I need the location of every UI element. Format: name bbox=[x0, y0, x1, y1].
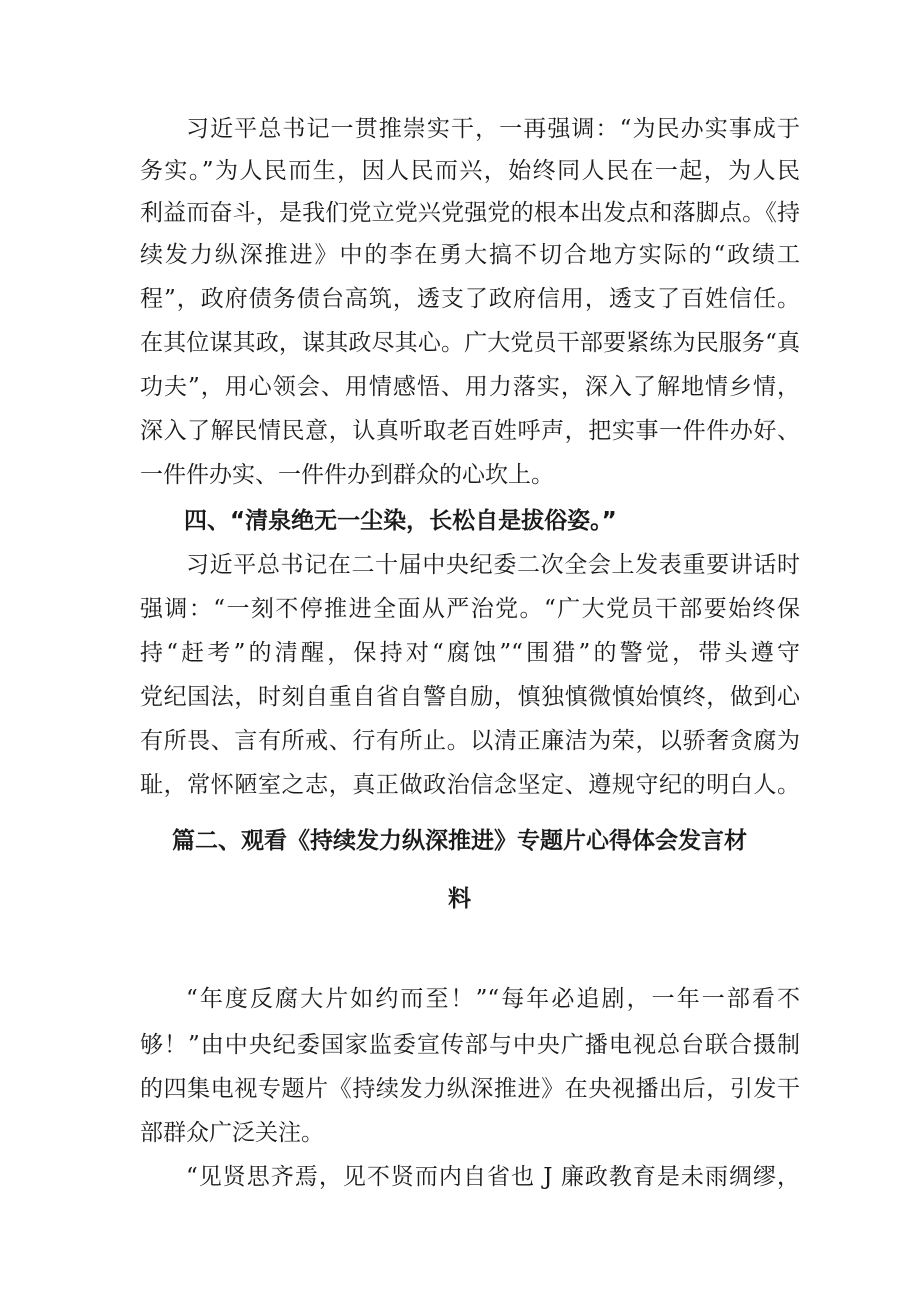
paragraph-line: 耻，常怀陋室之志，真正做政治信念坚定、遵规守纪的明白人。 bbox=[140, 772, 800, 798]
paragraph-line: 一件件办实、一件件办到群众的心坎上。 bbox=[140, 462, 554, 488]
paragraph-line: 持“赶考”的清醒，保持对“腐蚀”“围猎”的警觉，带头遵守 bbox=[140, 640, 800, 666]
paragraph-line: 有所畏、言有所戒、行有所止。以清正廉洁为荣，以骄奢贪腐为 bbox=[140, 728, 800, 754]
paragraph-line: 强调：“一刻不停推进全面从严治党。“广大党员干部要始终保 bbox=[140, 596, 800, 622]
paragraph-line: 深入了解民情民意，认真听取老百姓呼声，把实事一件件办好、 bbox=[140, 418, 800, 444]
paragraph-line: “见贤思齐焉，见不贤而内自省也 J 廉政教育是未雨绸缪， bbox=[186, 1164, 800, 1190]
article-title-continued: 料 bbox=[448, 886, 471, 912]
paragraph-line: 续发力纵深推进》中的李在勇大搞不切合地方实际的“政绩工 bbox=[140, 242, 800, 268]
paragraph-line: 务实。”为人民而生，因人民而兴，始终同人民在一起，为人民 bbox=[140, 158, 800, 184]
paragraph-line: 习近平总书记在二十届中央纪委二次全会上发表重要讲话时 bbox=[186, 552, 800, 578]
paragraph-line: 部群众广泛关注。 bbox=[140, 1120, 324, 1146]
paragraph-line: 党纪国法，时刻自重自省自警自励，慎独慎微慎始慎终，做到心 bbox=[140, 684, 800, 710]
article-title: 篇二、观看《持续发力纵深推进》专题片心得体会发言材 bbox=[172, 828, 747, 854]
paragraph-line: 利益而奋斗，是我们党立党兴党强党的根本出发点和落脚点。《持 bbox=[140, 200, 800, 226]
paragraph-line: “年度反腐大片如约而至！”“每年必追剧，一年一部看不 bbox=[186, 986, 800, 1012]
paragraph-line: 够！”由中央纪委国家监委宣传部与中央广播电视总台联合摄制 bbox=[140, 1032, 800, 1058]
paragraph-line: 习近平总书记一贯推崇实干，一再强调：“为民办实事成于 bbox=[186, 116, 800, 142]
paragraph-line: 功夫”，用心领会、用情感悟、用力落实，深入了解地情乡情， bbox=[140, 374, 800, 400]
paragraph-line: 在其位谋其政，谋其政尽其心。广大党员干部要紧练为民服务“真 bbox=[140, 330, 800, 356]
paragraph-line: 程”，政府债务债台高筑，透支了政府信用，透支了百姓信任。 bbox=[140, 286, 800, 312]
paragraph-line: 的四集电视专题片《持续发力纵深推进》在央视播出后，引发干 bbox=[140, 1076, 800, 1102]
section-heading: 四、“清泉绝无一尘染，长松自是拔俗姿。” bbox=[184, 508, 617, 534]
